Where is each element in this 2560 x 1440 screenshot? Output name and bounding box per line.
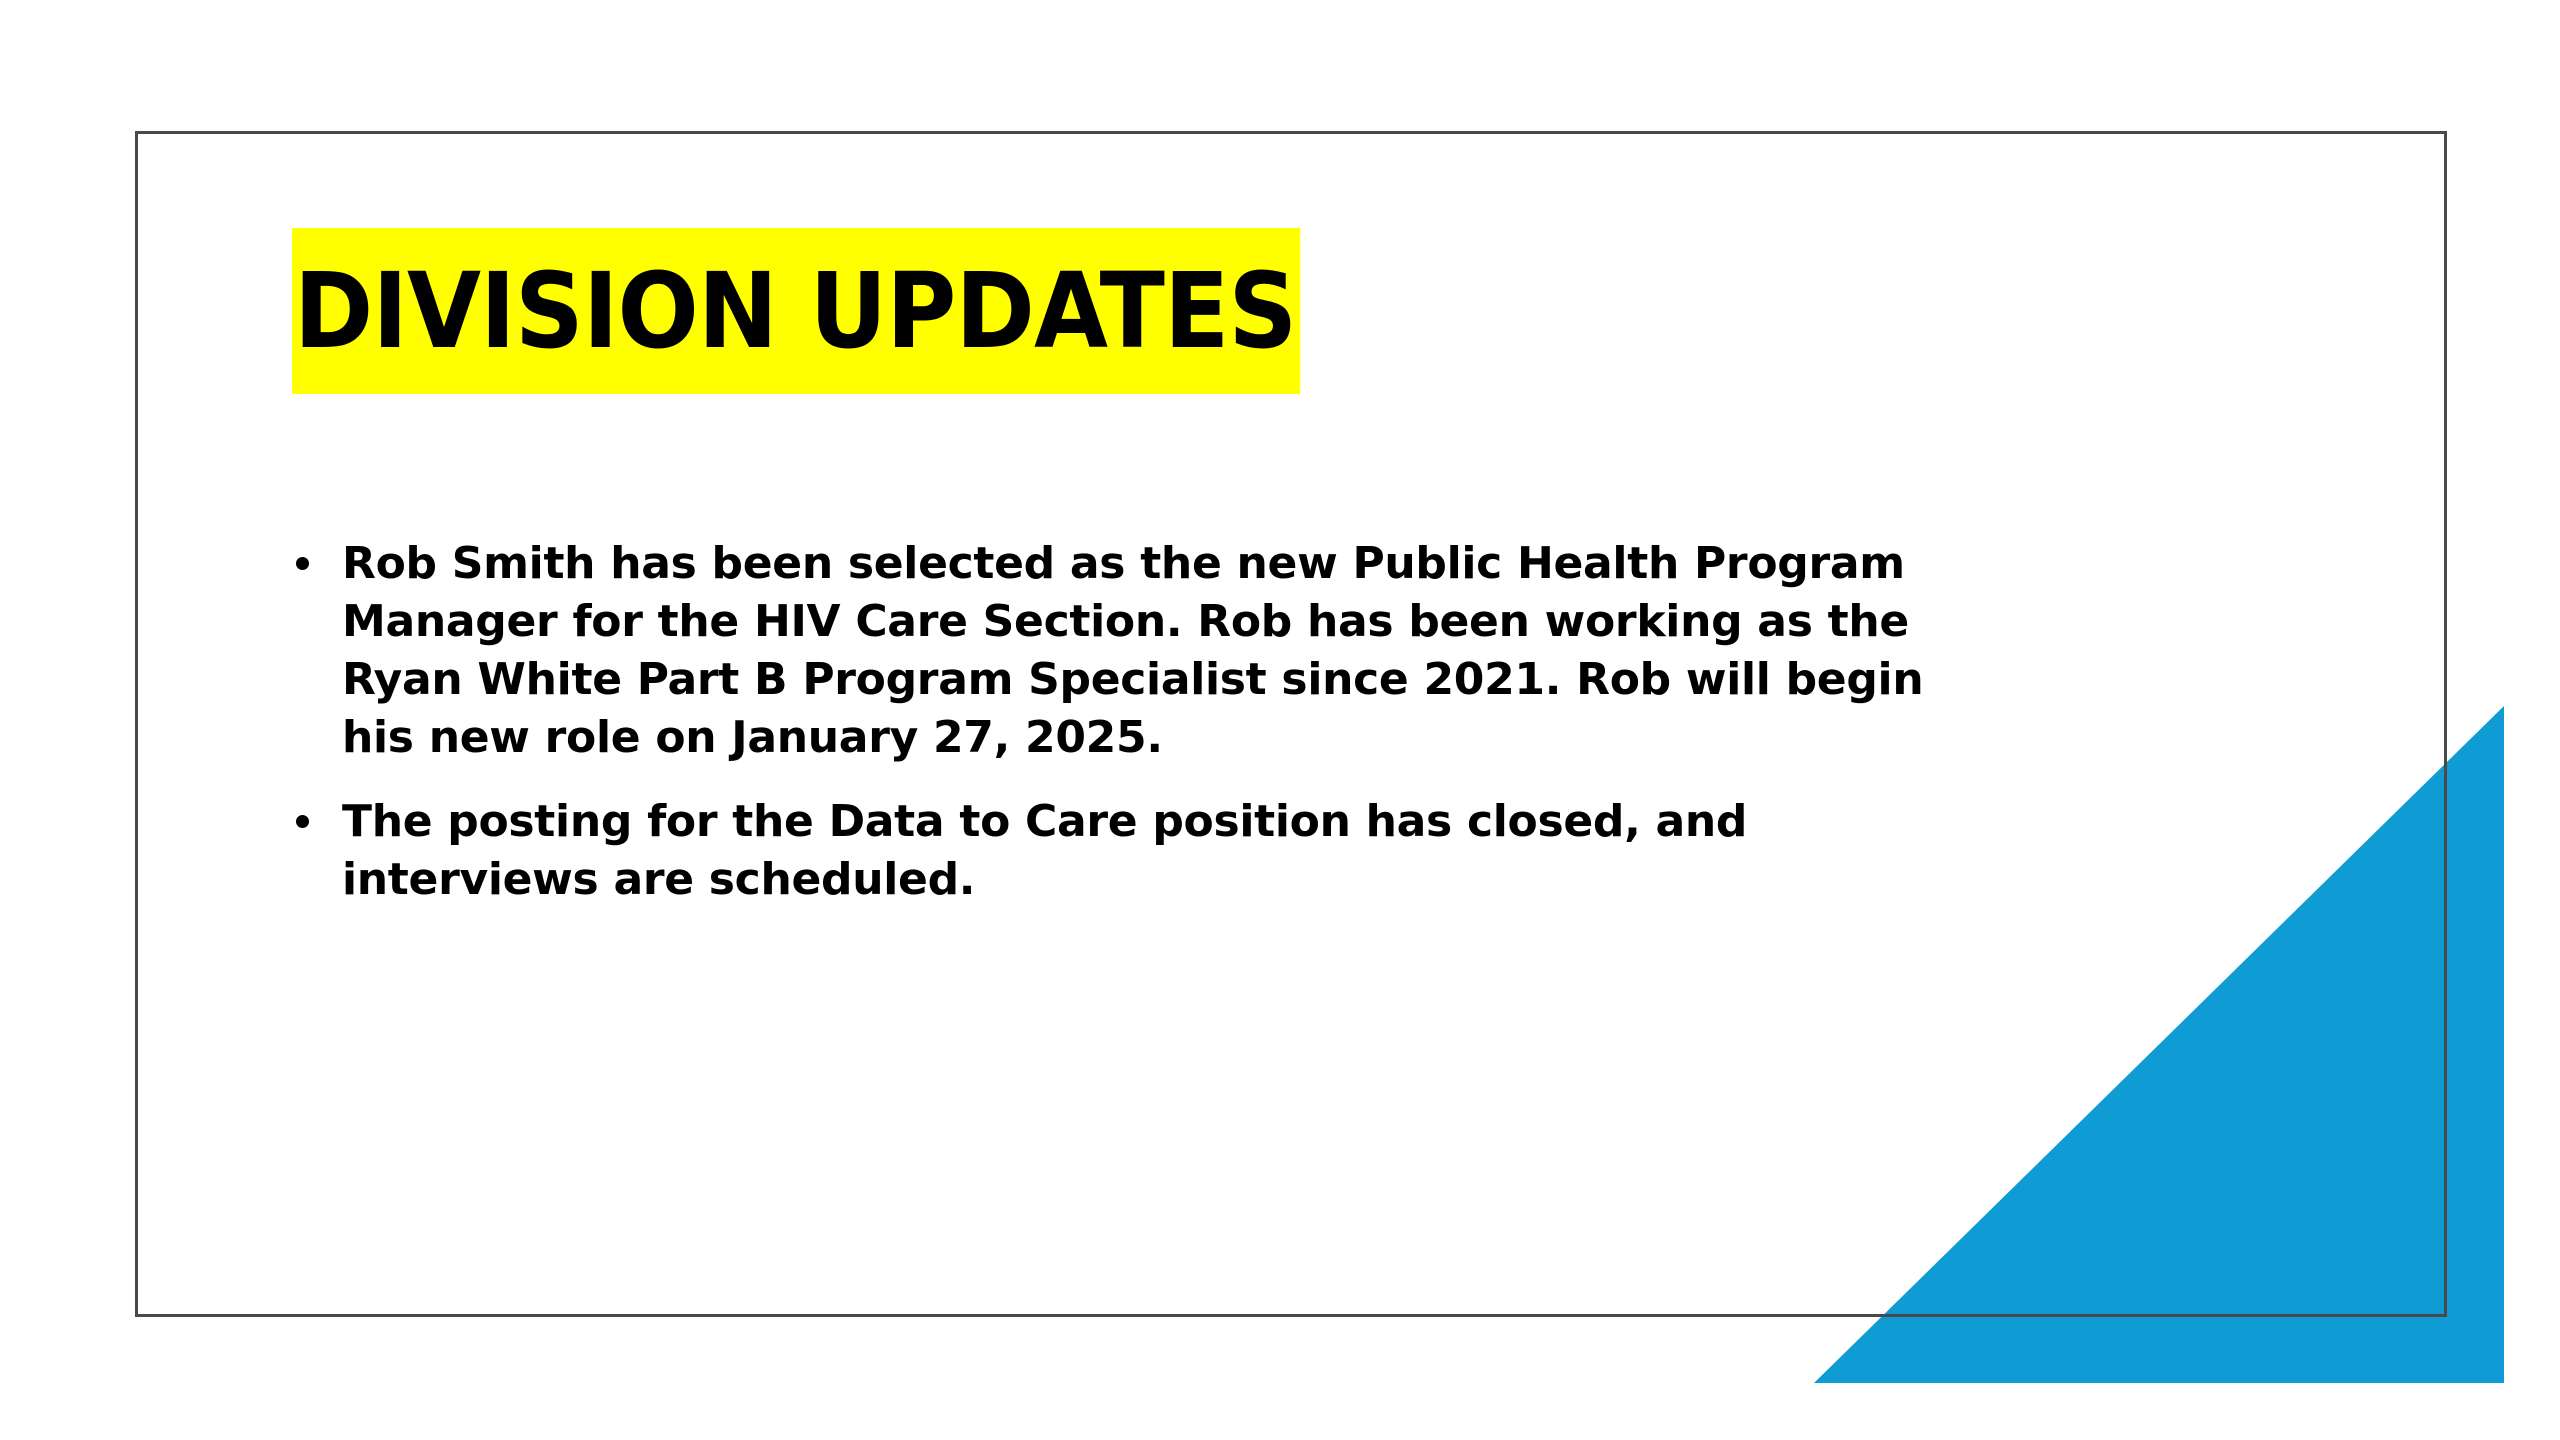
slide-title: DIVISION UPDATES [292,228,1300,394]
bullet-text: Rob Smith has been selected as the new Public Health Program Manager for the HIV Care Section. Rob has been working as the Ryan White Part B Program Specialist since 2021. Rob will begin his new role on January 27, 2025. [342,538,1924,763]
bullet-item [292,535,1992,767]
bullet-item [292,793,1992,909]
bullet-list [292,535,1992,935]
bullet-icon [296,815,309,828]
bullet-text: The posting for the Data to Care position has closed, and interviews are scheduled. [342,796,1748,905]
bullet-icon [296,557,309,570]
